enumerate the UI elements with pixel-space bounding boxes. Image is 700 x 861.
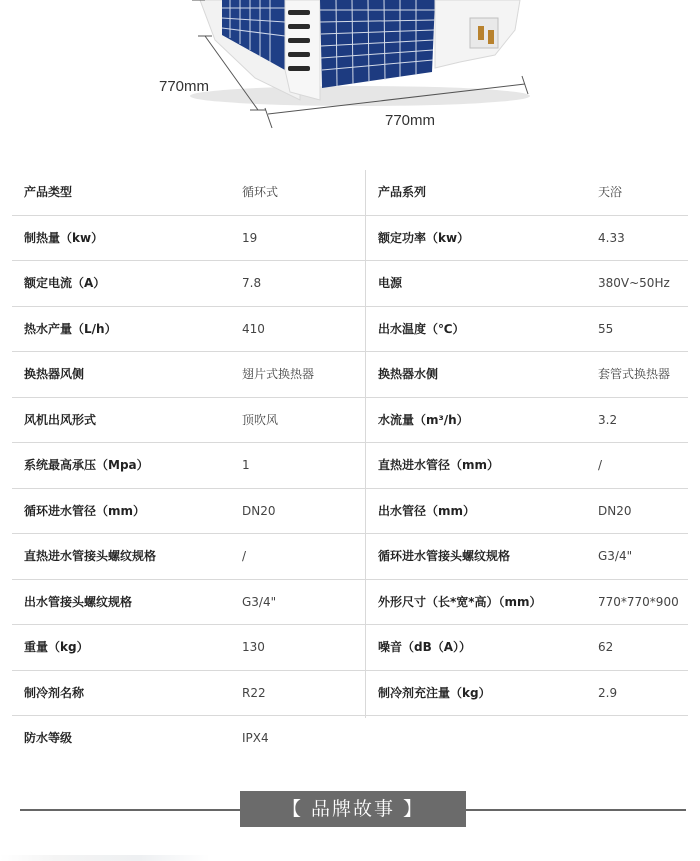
spec-label: 产品系列	[378, 185, 427, 199]
spec-label: 出水管径（mm）	[378, 503, 476, 518]
spec-label: 循环进水管接头螺纹规格	[378, 549, 511, 563]
spec-label: 额定功率（kw）	[378, 230, 470, 245]
spec-value: 55	[598, 321, 614, 336]
spec-value: 翅片式换热器	[242, 367, 315, 381]
spec-value: DN20	[598, 503, 632, 518]
spec-value: 380V~50Hz	[598, 276, 670, 290]
spec-value: 3.2	[598, 412, 618, 427]
spec-label: 循环进水管径（mm）	[24, 503, 146, 518]
brand-story-section	[0, 785, 700, 861]
width-dimension-label: 770mm	[385, 112, 436, 129]
spec-label: 出水温度（℃）	[378, 321, 465, 336]
spec-row	[12, 489, 688, 535]
spec-value: 410	[242, 321, 265, 336]
spec-row	[12, 170, 688, 216]
spec-label: 出水管接头螺纹规格	[24, 594, 133, 609]
spec-value: 1	[242, 458, 250, 472]
spec-label: 重量（kg）	[24, 640, 89, 654]
spec-value: 7.8	[242, 276, 262, 290]
spec-label: 制冷剂充注量（kg）	[378, 685, 491, 700]
spec-row	[12, 307, 688, 353]
spec-label: 换热器水侧	[378, 367, 439, 381]
spec-label: 直热进水管径（mm）	[378, 458, 500, 472]
spec-label: 风机出风形式	[24, 412, 97, 427]
depth-dimension-label: 770mm	[159, 78, 210, 95]
spec-row	[12, 261, 688, 307]
heat-pump-illustration	[0, 0, 700, 145]
spec-label: 噪音（dB（A））	[378, 640, 472, 654]
spec-row	[12, 443, 688, 489]
spec-row	[12, 580, 688, 626]
spec-row	[12, 216, 688, 262]
spec-value: /	[242, 549, 247, 563]
spec-table	[12, 170, 688, 761]
product-figure	[0, 0, 700, 145]
spec-label: 制热量（kw）	[24, 230, 104, 245]
brand-image-strip	[0, 855, 700, 861]
spec-value: IPX4	[242, 731, 269, 745]
spec-label: 系统最高承压（Mpa）	[24, 458, 149, 472]
spec-label: 热水产量（L/h）	[24, 321, 117, 336]
spec-row	[12, 398, 688, 444]
spec-label: 防水等级	[24, 731, 73, 745]
spec-value: /	[598, 458, 603, 472]
spec-value: 循环式	[242, 185, 279, 199]
spec-label: 制冷剂名称	[24, 685, 85, 700]
spec-value: 19	[242, 230, 258, 245]
spec-value: 130	[242, 640, 265, 654]
spec-label: 额定电流（A）	[24, 276, 106, 290]
spec-label: 电源	[378, 276, 403, 290]
spec-value: 2.9	[598, 685, 618, 700]
spec-value: DN20	[242, 503, 276, 518]
spec-row	[12, 625, 688, 671]
spec-value: 770*770*900	[598, 594, 679, 609]
spec-value: G3/4"	[242, 594, 277, 609]
spec-row	[12, 671, 688, 717]
spec-label: 水流量（m³/h）	[378, 412, 469, 427]
spec-value: 顶吹风	[242, 412, 279, 427]
spec-value: G3/4"	[598, 549, 633, 563]
spec-row	[12, 352, 688, 398]
spec-label: 换热器风侧	[24, 367, 85, 381]
spec-label: 外形尺寸（长*宽*高）（mm）	[378, 594, 542, 609]
spec-label: 直热进水管接头螺纹规格	[24, 549, 157, 563]
spec-value: 套管式换热器	[598, 367, 671, 381]
brand-story-heading: 【 品牌故事 】	[240, 791, 466, 827]
spec-label: 产品类型	[24, 185, 73, 199]
spec-row	[12, 534, 688, 580]
spec-value: 4.33	[598, 230, 625, 245]
spec-value: 62	[598, 640, 614, 654]
spec-value: R22	[242, 685, 266, 700]
spec-row	[12, 716, 688, 761]
spec-value: 天浴	[598, 185, 623, 199]
